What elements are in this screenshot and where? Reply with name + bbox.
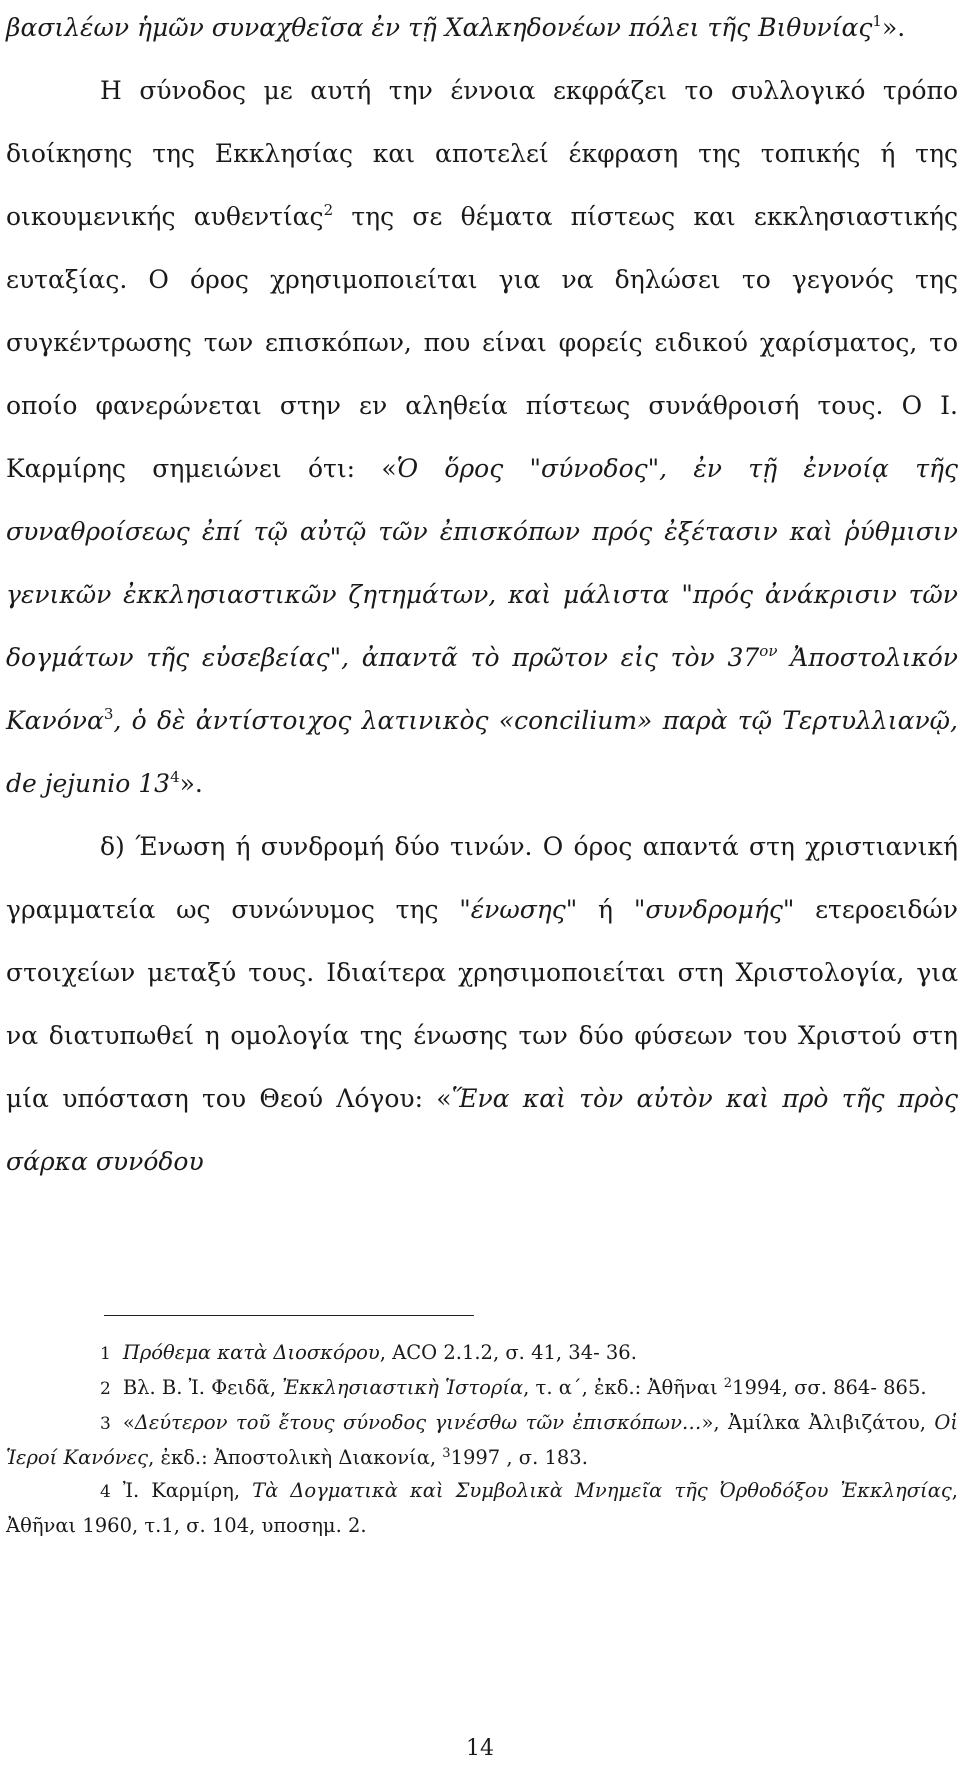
text-segment: Δεύτερον τοῦ ἔτους σύνοδος γινέσθω τῶν ἐπισκόπων… [134, 1411, 702, 1434]
superscript-ordinal: ον [759, 642, 778, 660]
text-segment: 1997 , σ. 183. [450, 1446, 588, 1469]
footnote-mark: 4 [100, 1482, 111, 1502]
page-number: 14 [466, 1736, 494, 1761]
text-segment: Βλ. Β. Ἰ. Φειδᾶ, [122, 1376, 283, 1399]
text-segment: ». [179, 769, 203, 798]
footnote-mark: 3 [100, 1414, 111, 1434]
footnote-ref[interactable]: 1 [872, 12, 882, 30]
paragraph [6, 59, 958, 815]
text-segment: Ἐκκλησιαστικὴ Ἱστορία [282, 1376, 524, 1399]
text-segment: Τὰ Δογματικὰ καὶ Συμβολικὰ Μνημεῖα τῆς Ὀρθοδόξου Ἐκκλησίας [252, 1479, 952, 1502]
edition-superscript: 2 [723, 1376, 733, 1391]
text-segment: , Ἀθῆναι 1960, τ.1, σ. 104, υποσημ. 2. [6, 1479, 958, 1537]
quotation-segment: Ἕνα καὶ τὸν αὐτὸν καὶ πρὸ τῆς πρὸς σάρκα συνόδου [6, 1084, 959, 1176]
footnote-ref[interactable]: 3 [103, 705, 114, 723]
text-segment: , τ. α΄, ἐκδ.: Ἀθῆναι [523, 1376, 724, 1399]
quotation-segment: Ὁ ὅρος "σύνοδος", ἐν τῇ ἐννοίᾳ τῆς συναθροίσεως ἐπί τῷ αὐτῷ τῶν ἐπισκόπων πρός ἐξέτασιν καὶ ῥύθμισιν γενικῶν ἐκκλησιαστικῶν ζητημάτων, καὶ μάλιστα "πρός ἀνάκρισιν τῶν δογμάτων τῆς εὐσεβείας", ἀπαντᾶ τὸ πρῶτον εἰς τὸν 37 [6, 454, 958, 672]
quotation-segment: Ἀποστολικόν Κανόνα [6, 643, 958, 735]
emphasis-term: ένωσης [470, 895, 566, 924]
text-segment: , ACO 2.1.2, σ. 41, 34- 36. [379, 1341, 637, 1364]
footnote-mark: 2 [100, 1379, 111, 1399]
text-segment: 1994, σσ. 864- 865. [732, 1376, 927, 1399]
text-segment: δ) Ένωση ή συνδρομή δύο τινών. Ο όρος απαντά στη χριστιανική γραμματεία ως συνώνυμος της " [6, 832, 958, 924]
quotation-segment: , ὁ δὲ ἀντίστοιχος λατινικὸς «concilium» παρὰ τῷ Τερτυλλιανῷ, de jejunio 13 [6, 706, 958, 798]
emphasis-term: συνδρομής [645, 895, 783, 924]
paragraph [6, 0, 958, 59]
text-segment: ». [881, 13, 906, 42]
footnote-separator [104, 1315, 474, 1316]
text-segment: « [122, 1411, 135, 1434]
text-segment: της σε θέματα πίστεως και εκκλησιαστικής ευταξίας. Ο όρος χρησιμοποιείται για να δηλώσει το γεγονός της συγκέντρωσης των επισκόπων, που είναι φορείς ειδικού χαρίσματος, το οποίο φανερώνεται στην εν αληθεία πίστεως συνάθροισή τους. Ο Ι. Καρμίρης σημειώνει ότι: « [6, 202, 958, 483]
text-segment: », Ἀμίλκα Ἀλιβιζάτου, [701, 1411, 935, 1434]
text-segment: Η σύνοδος με αυτή την έννοια εκφράζει το συλλογικό τρόπο διοίκησης της Εκκλησίας και αποτελεί έκφραση της τοπικής ή της οικουμενικής αυθεντίας [6, 76, 958, 231]
footnote-2 [6, 1371, 958, 1406]
text-segment: " ετεροειδών στοιχείων μεταξύ τους. Ιδιαίτερα χρησιμοποιείται στη Χριστολογία, για να διατυπωθεί η ομολογία της ένωσης των δύο φύσεων του Χριστού στη μία υπόσταση του Θεού Λόγου: « [6, 895, 958, 1113]
footnotes [6, 1336, 958, 1542]
body-text [6, 0, 958, 1193]
text-segment: Πρόθεμα κατὰ Διοσκόρου [122, 1341, 380, 1364]
text-segment: , ἐκδ.: Ἀποστολικὴ Διακονία, [148, 1446, 443, 1469]
footnote-3 [6, 1406, 958, 1474]
text-segment: " ή " [565, 895, 646, 924]
paragraph [6, 815, 958, 1193]
footnote-mark: 1 [100, 1344, 111, 1364]
footnote-ref[interactable]: 2 [323, 201, 334, 219]
text-segment: Οἱ Ἱεροί Κανόνες [6, 1411, 958, 1469]
text-segment: βασιλέων ἡμῶν συναχθεῖσα ἐν τῇ Χαλκηδονέων πόλει τῆς Βιθυνίας [6, 13, 873, 42]
footnote-1 [6, 1336, 958, 1371]
footnote-ref[interactable]: 4 [170, 768, 180, 786]
text-segment: Ἰ. Καρμίρη, [122, 1479, 253, 1502]
footnote-4 [6, 1474, 958, 1542]
edition-superscript: 3 [442, 1446, 451, 1461]
